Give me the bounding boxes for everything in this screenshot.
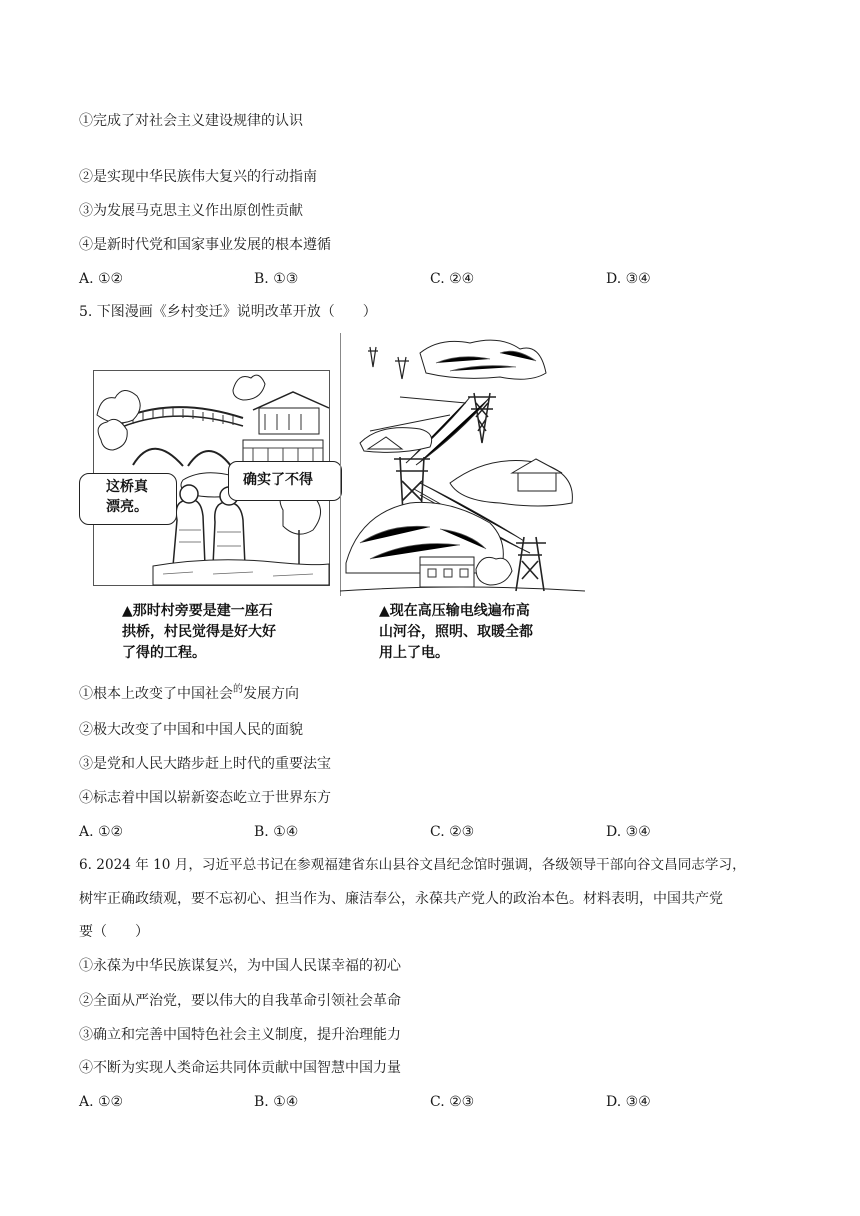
- q5-statement-1-post: 发展方向: [243, 686, 299, 702]
- q5-statement-1-sup: 的: [233, 684, 243, 695]
- q6-statement-1: ①永葆为中华民族谋复兴，为中国人民谋幸福的初心: [79, 958, 401, 974]
- q4-option-a: A. ①②: [79, 271, 124, 287]
- q6-statement-3: ③确立和完善中国特色社会主义制度，提升治理能力: [79, 1027, 401, 1043]
- bubble-left-line-2: 漂亮。: [106, 499, 148, 515]
- q6-stem-line-2: 树牢正确政绩观，要不忘初心、担当作为、廉洁奉公，永葆共产党人的政治本色。材料表明，中国共产党: [79, 891, 723, 907]
- q4-statement-1: ①完成了对社会主义建设规律的认识: [79, 113, 303, 129]
- q6-statement-4: ④不断为实现人类命运共同体贡献中国智慧中国力量: [79, 1060, 401, 1076]
- q5-option-a: A. ①②: [79, 824, 124, 840]
- q5-statement-1-pre: ①根本上改变了中国社会: [79, 686, 233, 702]
- q4-option-b: B. ①③: [254, 271, 299, 287]
- q5-statement-1: [79, 684, 299, 706]
- q6-option-b: B. ①④: [254, 1094, 299, 1110]
- q5-statement-3: ③是党和人民大踏步赶上时代的重要法宝: [79, 756, 331, 772]
- bubble-right-text: 确实了不得: [243, 472, 313, 488]
- bubble-left-line-1: 这桥真: [106, 479, 148, 495]
- q6-statement-2: ②全面从严治党，要以伟大的自我革命引领社会革命: [79, 993, 401, 1009]
- caption-right-line-1: ▲现在高压输电线遍布高: [379, 603, 530, 619]
- q5-stem: 5. 下图漫画《乡村变迁》说明改革开放（ ）: [79, 304, 377, 320]
- q4-statement-3: ③为发展马克思主义作出原创性贡献: [79, 203, 303, 219]
- q6-option-a: A. ①②: [79, 1094, 124, 1110]
- caption-right-line-3: 用上了电。: [379, 645, 449, 661]
- q5-statement-4: ④标志着中国以崭新姿态屹立于世界东方: [79, 790, 331, 806]
- q4-statement-2: ②是实现中华民族伟大复兴的行动指南: [79, 169, 317, 185]
- q5-statement-2: ②极大改变了中国和中国人民的面貌: [79, 722, 303, 738]
- caption-left-line-3: 了得的工程。: [122, 645, 206, 661]
- q6-stem-line-3: 要（ ）: [79, 924, 149, 940]
- power-lines-illustration: [340, 333, 585, 596]
- caption-right-line-2: 山河谷，照明、取暖全都: [379, 624, 533, 640]
- comic-panel-power-lines: [340, 333, 585, 596]
- q6-option-d: D. ③④: [606, 1094, 651, 1110]
- caption-left-line-1: ▲那时村旁要是建一座石: [122, 603, 273, 619]
- q4-statement-4: ④是新时代党和国家事业发展的根本遵循: [79, 237, 331, 253]
- q5-option-d: D. ③④: [606, 824, 651, 840]
- q4-option-c: C. ②④: [430, 271, 475, 287]
- q5-option-c: C. ②③: [430, 824, 475, 840]
- q6-option-c: C. ②③: [430, 1094, 475, 1110]
- caption-left-line-2: 拱桥，村民觉得是好大好: [122, 624, 276, 640]
- q5-option-b: B. ①④: [254, 824, 299, 840]
- q6-stem-line-1: 6. 2024 年 10 月，习近平总书记在参观福建省东山县谷文昌纪念馆时强调，各级领导干部向谷文昌同志学习，: [79, 857, 746, 873]
- q4-option-d: D. ③④: [606, 271, 651, 287]
